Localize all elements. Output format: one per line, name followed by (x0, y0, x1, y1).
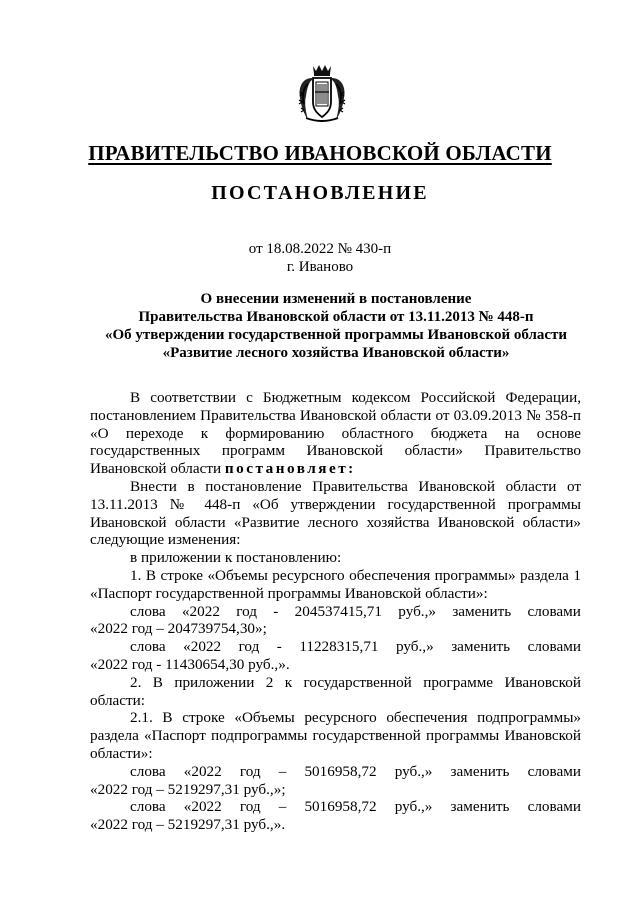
date-number: от 18.08.2022 № 430-п (248, 241, 392, 257)
coat-of-arms-icon (294, 62, 350, 124)
paragraph-amend: Внести в постановление Правительства Ивановской области от 13.11.2013 № 448-п «Об утверждении государственной программы Ивановской области «Развитие лесного хозяйства Ивановской области» следующие изменения: (90, 477, 581, 549)
document-heading (80, 290, 592, 362)
replacement-row: слова «2022 год – 5016958,72 руб.,» заменить словами (130, 762, 581, 780)
city: г. Иваново (286, 259, 354, 275)
replacement-value: «2022 год – 5219297,31 руб.,». (90, 816, 286, 834)
heading-line: «Об утверждении государственной программы Ивановской области (104, 327, 568, 343)
document-type: ПОСТАНОВЛЕНИЕ (211, 182, 429, 204)
replacement-row: слова «2022 год – 5016958,72 руб.,» заменить словами (130, 798, 581, 816)
government-title: ПРАВИТЕЛЬСТВО ИВАНОВСКОЙ ОБЛАСТИ (88, 141, 552, 165)
document-body (90, 389, 581, 834)
replacement-value: «2022 год - 11430654,30 руб.,». (90, 655, 290, 673)
paragraph-item-2: 2. В приложении 2 к государственной программе Ивановской области: (90, 673, 581, 709)
paragraph-appendix: в приложении к постановлению: (130, 549, 342, 567)
heading-line: Правительства Ивановской области от 13.11.2013 № 448-п (138, 309, 534, 325)
paragraph-preamble (90, 389, 581, 478)
replacement-value: «2022 год – 204739754,30»; (90, 620, 267, 638)
paragraph-item-2-1: 2.1. В строке «Объемы ресурсного обеспечения подпрограммы» раздела «Паспорт подпрограммы государственной программы Ивановской области»: (90, 709, 581, 762)
heading-line: О внесении изменений в постановление (200, 291, 472, 307)
paragraph-item-1: 1. В строке «Объемы ресурсного обеспечения программы» раздела 1 «Паспорт государственной программы Ивановской области»: (90, 566, 581, 602)
preamble-text: В соответствии с Бюджетным кодексом Российской Федерации, постановлением Правительства Ивановской области от 03.09.2013 № 358-п «О переходе к формированию областного бюджета на основе государственных программ Ивановской области» Правительство Ивановской области (90, 389, 581, 478)
decree-keyword: постановляет: (224, 460, 356, 478)
replacement-row: слова «2022 год - 11228315,71 руб.,» заменить словами (130, 638, 581, 656)
replacement-row: слова «2022 год - 204537415,71 руб.,» заменить словами (130, 602, 581, 620)
replacement-value: «2022 год – 5219297,31 руб.,»; (90, 780, 286, 798)
heading-line: «Развитие лесного хозяйства Ивановской области» (162, 345, 510, 361)
